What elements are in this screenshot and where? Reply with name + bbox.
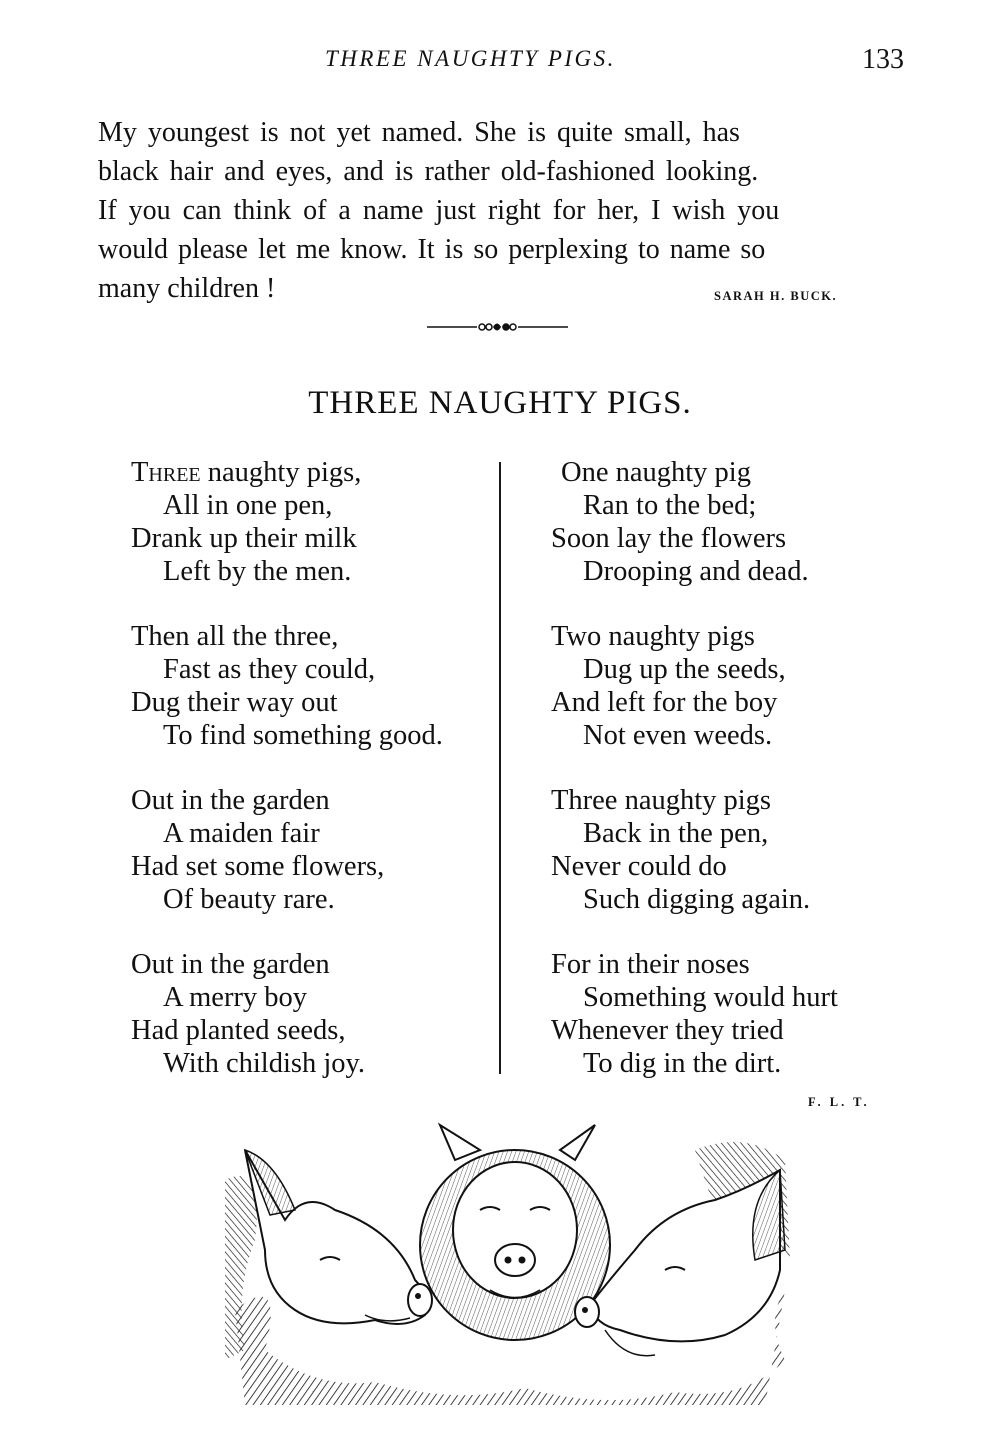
verse-text: naughty pigs, <box>200 457 362 488</box>
letter-line: many children ! <box>98 273 276 304</box>
running-title: THREE NAUGHTY PIGS. <box>325 46 616 71</box>
verse-line: Never could do <box>551 851 727 882</box>
letter-paragraph <box>98 113 916 308</box>
verse-line: A maiden fair <box>163 818 320 849</box>
letter-line: My youngest is not yet named. She is quite small, has <box>98 117 740 148</box>
verse-line: Whenever they tried <box>551 1015 784 1046</box>
verse-line: Then all the three, <box>131 621 339 652</box>
verse-line: One naughty pig <box>561 457 751 488</box>
verse-line: To find something good. <box>163 720 443 751</box>
running-head <box>0 42 1000 82</box>
verse-line: Left by the men. <box>163 556 352 587</box>
verse-line: Fast as they could, <box>163 654 376 685</box>
verse-line: For in their noses <box>551 949 750 980</box>
verse-line: A merry boy <box>163 982 308 1013</box>
stanza <box>551 456 838 588</box>
verse-line: Had set some flowers, <box>131 851 385 882</box>
verse-line: Of beauty rare. <box>163 884 335 915</box>
stanza <box>131 784 443 916</box>
column-divider <box>499 462 501 1074</box>
stanza <box>551 784 838 916</box>
verse-line: And left for the boy <box>551 687 778 718</box>
stanza <box>131 456 443 588</box>
verse-line: Back in the pen, <box>583 818 769 849</box>
verse-line: Not even weeds. <box>583 720 773 751</box>
stanza <box>551 620 838 752</box>
verse-line: Drank up their milk <box>131 523 357 554</box>
verse-line: Soon lay the flowers <box>551 523 787 554</box>
stanza <box>131 620 443 752</box>
verse-line: Such digging again. <box>583 884 811 915</box>
verse-line: Dug up the seeds, <box>583 654 786 685</box>
verse-line: Out in the garden <box>131 785 330 816</box>
stanza <box>131 948 443 1080</box>
verse-line: Something would hurt <box>583 982 838 1013</box>
page-number: 133 <box>862 44 904 75</box>
verse-line: Dug their way out <box>131 687 338 718</box>
poem-author-initials: F. L. T. <box>808 1095 870 1109</box>
verse-line: Ran to the bed; <box>583 490 757 521</box>
poem-left-column <box>131 456 443 1112</box>
letter-line: would please let me know. It is so perplexing to name so <box>98 234 766 265</box>
verse-line: Two naughty pigs <box>551 621 755 652</box>
verse-line: Out in the garden <box>131 949 330 980</box>
letter-line: black hair and eyes, and is rather old-fashioned looking. <box>98 156 759 187</box>
poem-right-column <box>551 456 838 1112</box>
opening-word: Three <box>131 457 201 488</box>
verse-line: With childish joy. <box>163 1048 366 1079</box>
verse-line: All in one pen, <box>163 490 333 521</box>
letter-line: If you can think of a name just right for her, I wish you <box>98 195 780 226</box>
poem-title: THREE NAUGHTY PIGS. <box>308 385 692 421</box>
three-pigs-illustration <box>225 1120 795 1410</box>
verse-line: To dig in the dirt. <box>583 1048 782 1079</box>
verse-line: Had planted seeds, <box>131 1015 346 1046</box>
verse-line <box>131 456 443 489</box>
verse-line: Drooping and dead. <box>583 556 809 587</box>
section-divider-ornament <box>425 316 570 338</box>
stanza <box>551 948 838 1080</box>
letter-signature: SARAH H. BUCK. <box>714 289 838 303</box>
verse-line: Three naughty pigs <box>551 785 772 816</box>
